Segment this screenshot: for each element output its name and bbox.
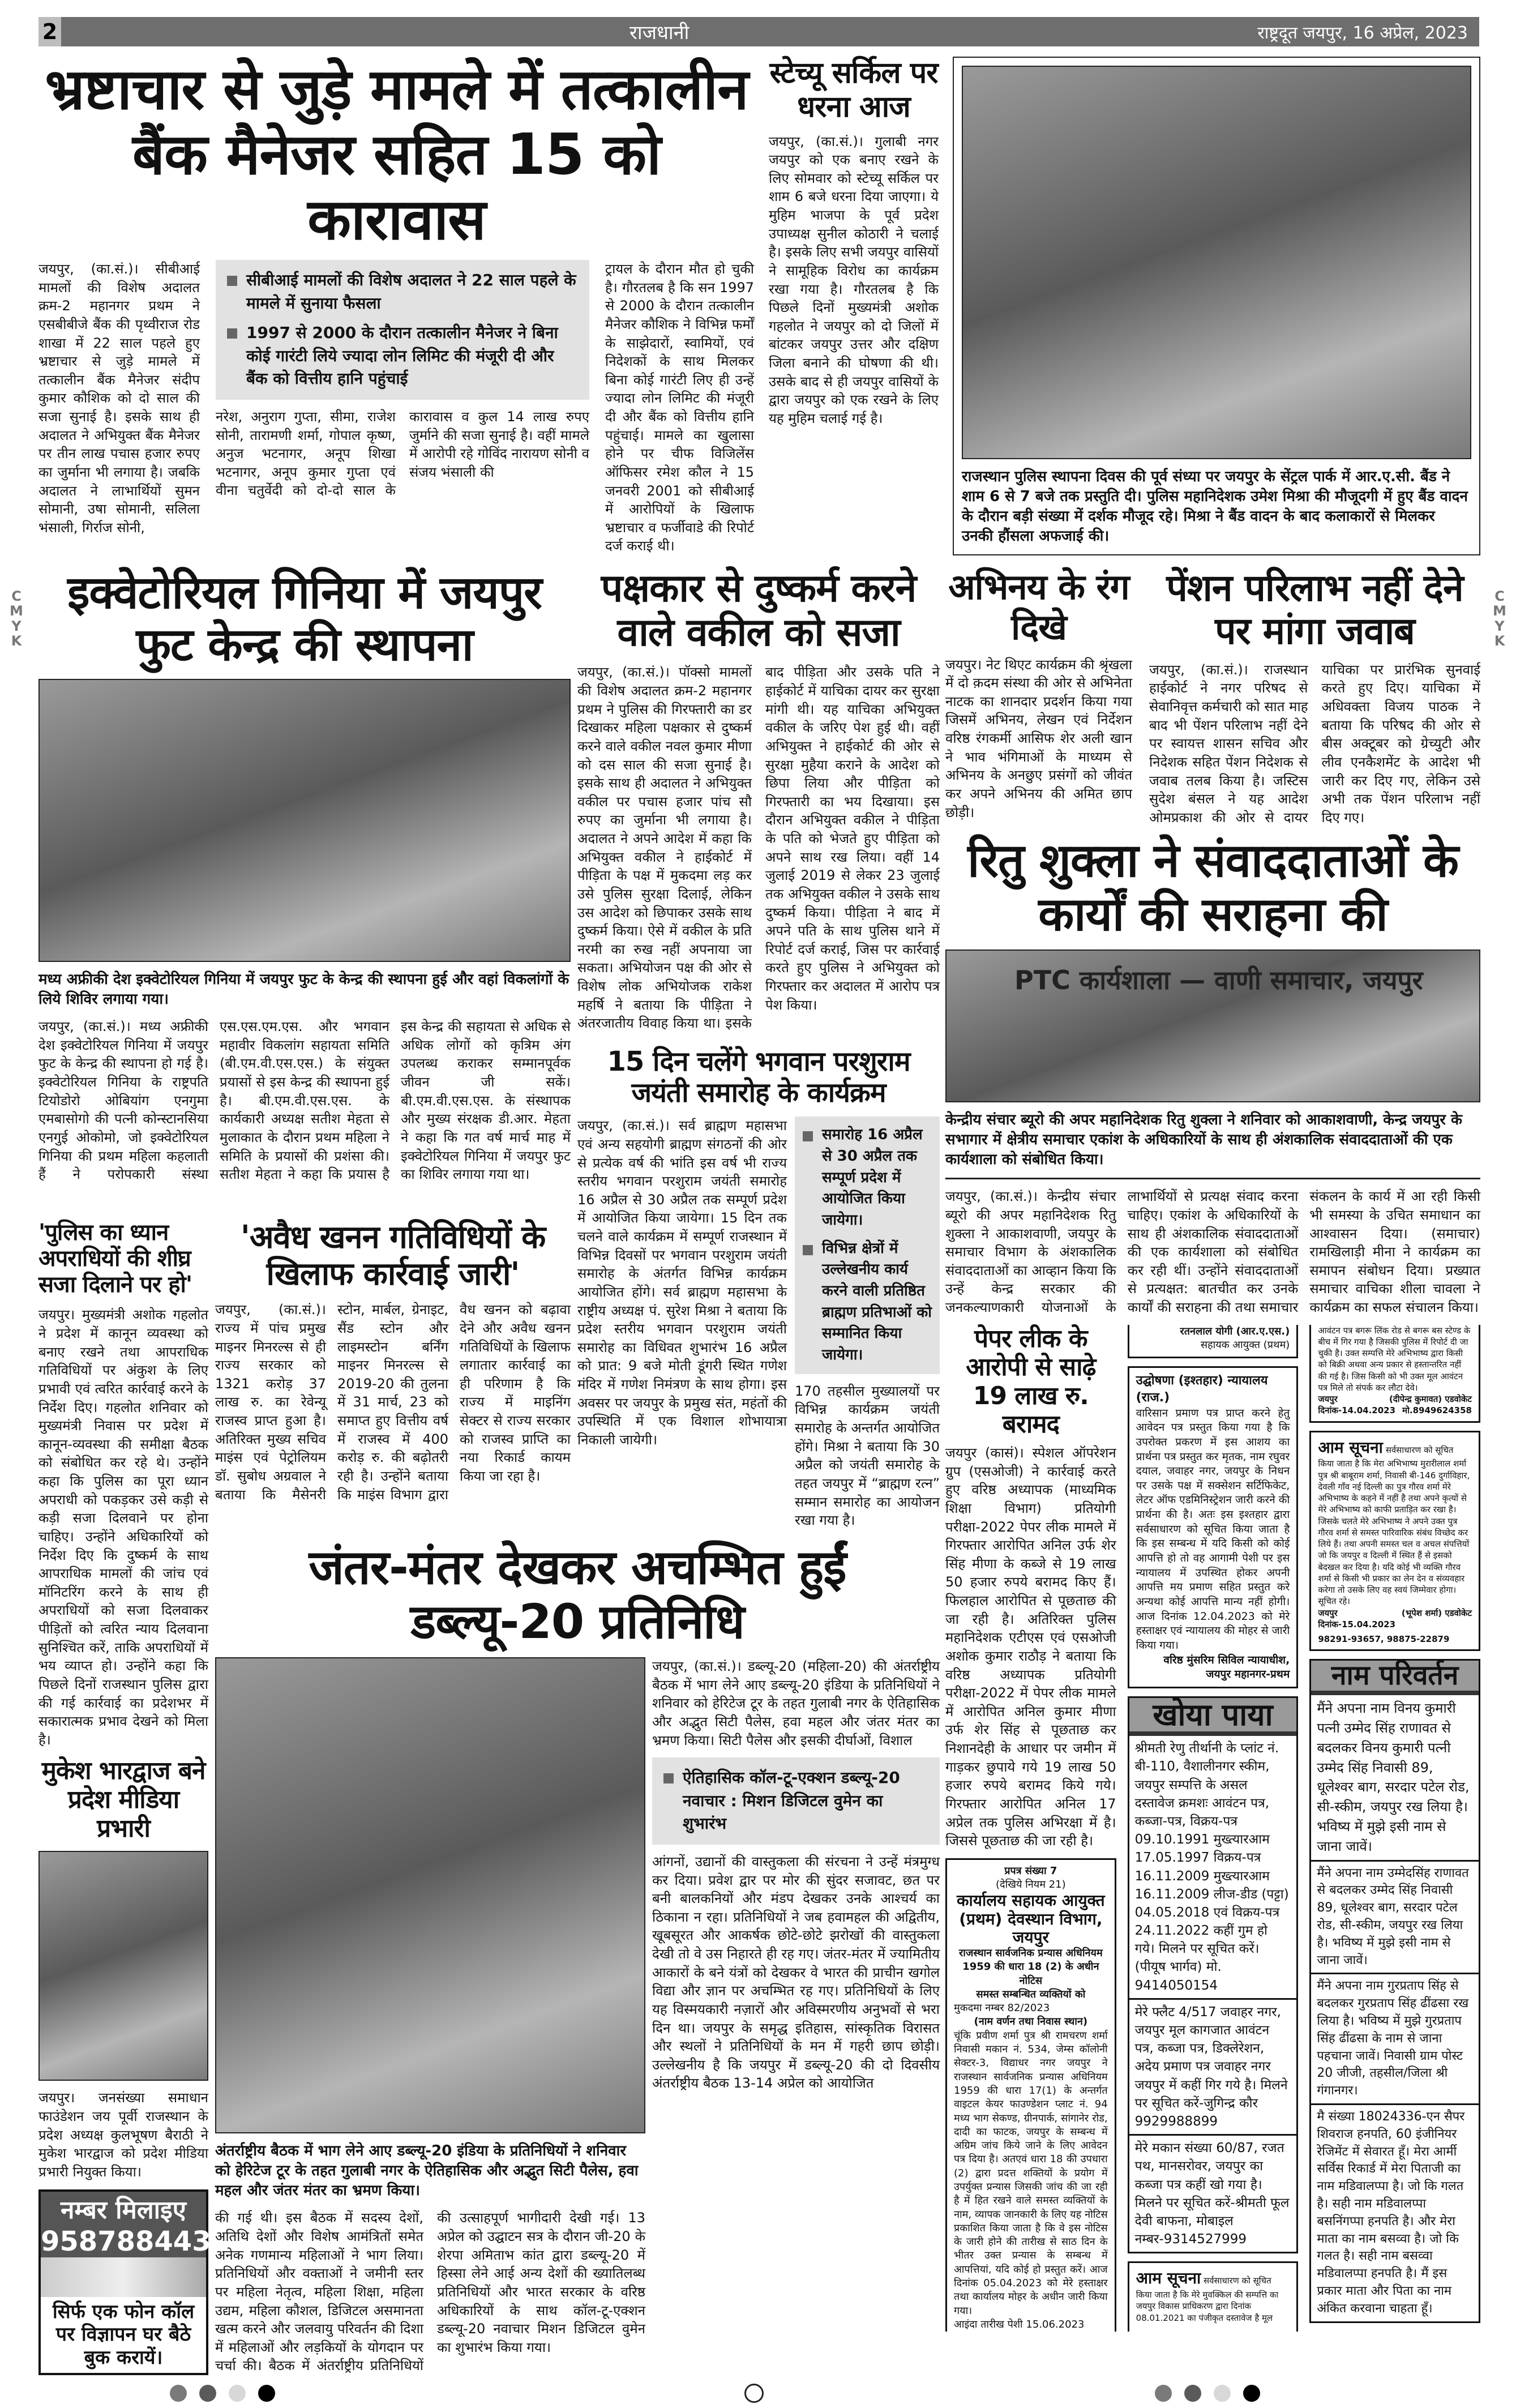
abhinay-pension-row <box>945 567 1480 827</box>
dateline: राष्ट्रदूत जयपुर, 16 अप्रेल, 2023 <box>1257 23 1468 43</box>
cmyk-c: C <box>11 588 22 604</box>
highlight-item: सीबीआई मामलों की विशेष अदालत ने 22 साल पहले के मामले में सुनाया फैसला <box>246 271 576 313</box>
mining-body: जयपुर, (का.सं.)। राज्य में पांच प्रमुख माइनर मिनरल्स से ही राज्य सरकार को 1321 करोड़ 37 लाख रु. का रेवेन्यू राजस्व प्राप्त हुआ है। अतिरिक्त मुख्य सचिव माइंस एवं पेट्रोलियम डॉ. सुबोध अग्रवाल ने बताया कि मैसेनरी स्टोन, मार्बल, ग्रेनाइट, सैंड स्टोन और लाइमस्टोन बर्निंग माइनर मिनरल्स से 2019-20 की तुलना में 31 मार्च, 23 को समाप्त हुए वित्तीय वर्ष में राजस्व में 400 करोड़ रु. की बढ़ोतरी रही है। उन्होंने बताया कि माइंस विभाग द्वारा वैध खनन को बढ़ावा देने और अवैध खनन गतिविधियों के खिलाफ लगातार कार्रवाई का ही परिणाम है कि राज्य में माइनिंग सेक्टर से राज्य सरकार को राजस्व प्राप्ति का नया रिकार्ड कायम किया जा रहा है। <box>215 1302 571 1503</box>
naam-parivartan-title: नाम परिवर्तन <box>1311 1661 1479 1695</box>
mukesh-caption: जयपुर। जनसंख्या समाधान फाउंडेशन जय पूर्वी राजस्थान के प्रदेश अध्यक्ष कुलभूषण बैराठी ने मुकेश भारद्वाज को प्रदेश मीडिया प्रभारी नियुक्त किया। <box>38 2090 208 2180</box>
highlight-item: ऐतिहासिक कॉल-टू-एक्शन डब्ल्यू-20 नवाचार : मिशन डिजिटल वुमेन का शुभारंभ <box>683 1768 900 1833</box>
notice-sub: (नाम वर्णन तथा निवास स्थान) <box>974 2016 1088 2028</box>
band-photo-caption: राजस्थान पुलिस स्थापना दिवस की पूर्व संध्या पर जयपुर के सेंट्रल पार्क में आर.ए.सी. बैंड ने शाम 6 से 7 बजे तक प्रस्तुति दी। पुलिस महानिदेशक उमेश मिश्रा की मौजूदगी में हुए बैंड वादन के दौरान बड़ी संख्या में दर्शक मौजूद रहे। मिश्रा ने बैंड वादन के बाद कलाकारों से मिलकर उनकी हौंसला अफजाई की। <box>962 468 1468 545</box>
w20-right <box>652 1657 940 2375</box>
notice-form: प्रपत्र संख्या 7 <box>1004 1864 1057 1877</box>
cmyk-y: Y <box>11 618 22 634</box>
aam-suchna-place: जयपुर <box>1318 1394 1338 1405</box>
parshuram-columns <box>577 1117 940 1530</box>
headline-abhinay: अभिनय के रंग दिखे <box>948 566 1129 648</box>
w20-columns <box>215 1657 940 2375</box>
classifieds-area <box>945 1325 1480 2332</box>
notice-court-signatory: वरिष्ठ मुंसरिम सिविल न्यायाधीश, जयपुर महानगर-प्रथम <box>1163 1653 1290 1681</box>
khoya-paya <box>1128 1696 1299 2253</box>
reg-dot <box>1184 2385 1201 2402</box>
bullet-icon <box>227 328 237 339</box>
headline-paperleak: पेपर लीक के आरोपी से साढ़े 19 लाख रु. बरामद <box>966 1324 1096 1439</box>
naam-parivartan-item: मै संख्या 18024336-एन सैपर शिवराज हनपति, 60 इंजीनियर रेजिमेंट में सेवारत हूँ। मेरा आर्मी सर्विस रिकार्ड में मेरा पिताजी का नाम मडिवालप्पा है। जो कि गलत है। सही नाम मडिवालप्पा बसनिंगप्पा हनपति है। और मेरा माता का नाम बसव्वा है। जो कि गलत है। सही नाम बसव्वा मडिवालप्पा हनपति है। मैं इस प्रकार माता और पिता का नाम अंकित करवाना चाहता हूँ। <box>1317 2109 1465 2316</box>
lawyer-body: जयपुर, (का.सं.)। पॉक्सो मामलों की विशेष अदालत क्रम-2 महानगर प्रथम ने पुलिस की गिरफ्तारी का डर दिखाकर महिला पक्षकार से दुष्कर्म करने वाले वकील नवल कुमार मीणा को दस साल की सजा सुनाई है। इसके साथ ही अदालत ने अभियुक्त वकील पर पचास हजार पांच सौ रुपए का जुर्माना भी लगाया है। अदालत ने अपने आदेश में कहा कि अभियुक्त वकील ने हाईकोर्ट में पीड़िता के पक्ष में मुकदमा लड़ कर उसे पुलिस सुरक्षा दिलाई, लेकिन उस आदेश को छिपाकर उसके साथ दुष्कर्म किया। ऐसे में वकील के प्रति नरमी का रुख नहीं अपनाया जा सकता। अभियोजन पक्ष की ओर से विशेष लोक अभियोजक राकेश महर्षि ने बताया कि पीड़िता ने अंतरजातीय विवाह किया था। इसके बाद पीड़िता और उसके पति ने हाईकोर्ट में याचिका दायर कर सुरक्षा मांगी थी। यह याचिका अभियुक्त वकील के जरिए पेश हुई थी। वहीं अभियुक्त ने हाईकोर्ट की ओर से सुरक्षा मुहैया कराने के आदेश को छिपा लिया और पीड़िता को गिरफ्तारी का भय दिखाया। इस दौरान अभियुक्त वकील ने पीड़िता के पति को भेजते हुए पीड़िता को अपने साथ रख लिया। वहीं 14 जुलाई 2019 से लेकर 23 जुलाई तक अभियुक्त वकील ने उसके साथ दुष्कर्म किया। पीड़िता ने बाद में अपने पति के साथ पुलिस थाने में रिपोर्ट दर्ज कराई, जिस पर कार्रवाई करते हुए पुलिस ने अभियुक्त को गिरफ्तार कर अदालत में आरोप पत्र पेश किया। <box>577 664 940 1032</box>
story-mining <box>215 1220 571 1529</box>
notice-rule: (देखिये नियम 21) <box>996 1879 1066 1891</box>
w20-body-top: जयपुर, (का.सं.)। डब्ल्यू-20 (महिला-20) की अंतर्राष्ट्रीय बैठक में भाग लेने आए डब्ल्यू-20 इंडिया के प्रतिनिधियों ने शनिवार को हेरिटेज टूर के तहत गुलाबी नगर के ऐतिहासिक और अद्भुत सिटी पैलेस, हवा महल और जंतर मंतर का भ्रमण किया। सिटी पैलेस और इसकी दीर्घाओं, विशाल <box>652 1658 940 1748</box>
aam-suchna-2 <box>1309 1431 1480 1652</box>
cmyk-mark-right <box>1491 589 1508 649</box>
reg-dot <box>1155 2385 1172 2402</box>
top-row <box>38 57 1480 555</box>
w20-highlight <box>652 1757 940 1845</box>
ritu-photo <box>945 949 1480 1102</box>
ritu-body: जयपुर, (का.सं.)। केन्द्रीय संचार ब्यूरो की अपर महानिदेशक रितु शुक्ला ने आकाशवाणी, जयपुर के समाचार विभाग के अंशकालिक संवाददाताओं का आव्हान किया कि उन्हें केन्द्र सरकार की जनकल्याणकारी योजनाओं के लाभार्थियों से प्रत्यक्ष संवाद करना चाहिए। एकांश के अधिकारियों के साथ ही अंशकालिक संवाददाताओं की एक कार्यशाला को संबोधित कर रही थीं। उन्होंने संवाददाताओं से प्रत्यक्षत: बातचीत कर उनके कार्यों की सराहना की तथा समाचार संकलन के कार्य में आ रही किसी भी समस्या के उचित समाधान का आश्वासन दिया। (समाचार) रामखिलाड़ी मीना ने कार्यक्रम का समापन संबोधन दिया। प्रख्यात समाचार वाचिका शीला चावला ने कार्यक्रम का सफल संचालन किया। <box>945 1188 1480 1316</box>
guinea-caption: मध्य अफ्रीकी देश इक्वेटोरियल गिनिया में जयपुर फुट के केन्द्र की स्थापना हुई और वहां विकलांगों के लिये शिविर लगाया गया। <box>38 971 569 1008</box>
w20-photo <box>215 1657 645 2133</box>
mid-column <box>577 567 940 1530</box>
cbi-body-col1: जयपुर, (का.सं.)। सीबीआई मामलों की विशेष अदालत क्रम-2 महानगर प्रथम ने एसबीबीजे बैंक की पृथ्वीराज रोड शाखा में 22 साल पहले हुए भ्रष्टाचार से जुड़े मामले में तत्कालीन बैंक मैनेजर संदीप कुमार कौशिक को दो साल की सजा सुनाई है। इसके साथ ही अदालत ने अभियुक्त बैंक मैनेजर पर तीन लाख पचास हजार रुपए का जुर्माना भी लगाया है। जबकि अदालत ने लाभार्थियों सुमन सोमानी, उषा सोमानी, सलिला भंसाली, गिर्राज सोनी, <box>38 261 200 536</box>
naam-parivartan-item: मैंने अपना नाम उम्मेदसिंह राणावत से बदलकर उम्मेद सिंह निवासी 89, धूलेश्वर बाग, सरदार पटेल रोड, सी-स्कीम, जयपुर रख लिया है। भविष्य में मुझे इसी नाम से जाना जावें। <box>1311 1862 1479 1975</box>
reg-dot <box>1243 2385 1260 2402</box>
notice-court-title: उद्घोषणा (इश्तहार) न्यायालय (राज.) <box>1136 1374 1268 1405</box>
parshuram-side <box>795 1117 940 1530</box>
police-body: जयपुर। मुख्यमंत्री अशोक गहलोत ने प्रदेश में कानून व्यवस्था को बनाए रखने तथा आपराधिक गतिविधियों पर अंकुश के लिए प्रभावी एवं त्वरित कार्रवाई करने के निर्देश दिए। गहलोत शनिवार को मुख्यमंत्री निवास पर प्रदेश में कानून-व्यवस्था की समीक्षा बैठक को संबोधित कर रहे थे। उन्होंने कहा कि पुलिस का पूरा ध्यान अपराधी को पकड़कर उसे कड़ी से कड़ी सजा दिलवाने पर होना चाहिए। उन्होंने अधिकारियों को निर्देश दिए कि दुष्कर्म के साथ आपराधिक मामलों की जांच एवं मॉनिटरिंग करने के साथ ही अपराधियों को सजा दिलवाकर पीड़ितों को त्वरित न्याय दिलवाना सुनिश्चित करें, ताकि अपराधियों में भय व्याप्त हो। उन्होंने कहा कि पिछले दिनों राजस्थान पुलिस द्वारा की गई कार्रवाई का प्रदेशभर में सकारात्मक प्रभाव देखने को मिला है। <box>38 1307 208 1748</box>
parshuram-highlights <box>795 1117 940 1374</box>
ad-number-tagline: सिर्फ एक फोन कॉल पर विज्ञापन घर बैठे बुक करायें। <box>52 2300 195 2369</box>
notice-signatory: रतनलाल योगी (आर.ए.एस.) <box>1180 1325 1290 1337</box>
bullet-icon <box>803 1131 813 1141</box>
divider <box>945 1178 1480 1179</box>
reg-dot <box>229 2385 246 2402</box>
w20-caption: अंतर्राष्ट्रीय बैठक में भाग लेने आए डब्ल्यू-20 इंडिया के प्रतिनिधियों ने शनिवार को हेरिटेज टूर के तहत गुलाबी नगर के ऐतिहासिक और अद्भुत सिटी पैलेस, हवा महल और जंतर मंतर का भ्रमण किया। <box>215 2142 639 2200</box>
page-content <box>38 57 1480 2375</box>
notice-court <box>1128 1366 1299 1688</box>
left-mid-region <box>38 567 940 2375</box>
ritu-caption: केन्द्रीय संचार ब्यूरो की अपर महानिदेशक रितु शुक्ला ने शनिवार को आकाशवाणी, केन्द्र जयपुर के सभागार में क्षेत्रीय समाचार एकांश के अधिकारियों के साथ ही अंशकालिक संवाददाताओं की एक कार्यशाला को संबोधित किया। <box>945 1111 1462 1169</box>
lower-section <box>38 567 1480 2375</box>
headline-mining: 'अवैध खनन गतिविधियों के खिलाफ कार्रवाई जारी' <box>240 1219 546 1293</box>
story-cbi <box>38 57 755 555</box>
notice-to: समस्त सम्बन्धित व्यक्तियों को <box>976 1988 1086 2000</box>
notice-court-body: वारिसान प्रमाण पत्र प्राप्त करने हेतु आवेदन पत्र प्रस्तुत किया गया है कि उपरोक्त प्रकरण में इस आशय का प्रार्थना पत्र प्रस्तुत कर मृतक, नाम रघुवर दयाल, जवाहर नगर, जयपुर के निधन पर उसके पक्ष में सक्सेशन सर्टिफिकेट, लेटर ऑफ एडमिनिस्ट्रेशन जारी करने की प्रार्थना की है। अतः इस इश्तहार द्वारा सर्वसाधारण को सूचित किया जाता है कि इस सम्बन्ध में यदि किसी को कोई आपत्ति हो तो वह आगामी पेशी पर इस न्यायालय में उपस्थित होकर अपनी आपत्ति मय प्रमाण सहित प्रस्तुत करे अन्यथा कोई आपत्ति मान्य नहीं होगी। आज दिनांक 12.04.2023 को मेरे हस्ताक्षर एवं न्यायालय की मोहर से जारी किया गया। <box>1136 1406 1290 1652</box>
aam-suchna-signatory: (भूपेश शर्मा) एडवोकेट <box>1401 1607 1472 1618</box>
w20-body-side: आंगनों, उद्यानों की वास्तुकला की संरचना ने उन्हें मंत्रमुग्ध कर दिया। प्रवेश द्वार पर मोर की सुंदर सजावट, छत पर बनी बालकनियों और मंडप देखकर उनके आश्चर्य का ठिकाना न रहा। प्रतिनिधियों ने जब हवामहल की अद्वितीय, खूबसूरत और आकर्षक छोटे-छोटे झरोखों की वास्तुकला देखी तो वे उस निहारते ही रह गए। जंतर-मंतर में ज्यामितीय आकारों के बने यंत्रों को देखकर वे भारत की प्राचीन खगोल विद्या और ज्ञान पर अचम्भित रह गए। प्रतिनिधियों के लिए यह विस्मयकारी नज़ारों और अविस्मरणीय अनुभवों से भरा दिन था। जयपुर के समृद्ध इतिहास, सांस्कृतिक विरासत और स्थलों ने प्रतिनिधियों के मन में गहरी छाप छोड़ी। उल्लेखनीय है कि जयपुर में डब्ल्यू-20 की दो दिवसीय अंतर्राष्ट्रीय बैठक 13-14 अप्रेल को आयोजित <box>652 1853 940 2092</box>
band-photo <box>962 66 1471 459</box>
aam-suchna-title: आम सूचना <box>1318 1438 1383 1457</box>
highlight-item: विभिन्न क्षेत्रों में उल्लेखनीय कार्य करने वाली प्रतिष्ठित ब्राह्मण प्रतिभाओं को सम्मानित किया जायेगा। <box>822 1239 932 1364</box>
registration-crosshair-icon <box>744 2384 764 2403</box>
abhinay-body: जयपुर। नेट थिएट कार्यक्रम की श्रृंखला में दो क़दम संस्था की ओर से अभिनेता नाटक का शानदार प्रदर्शन किया गया जिसमें अभिनय, लेखन एवं निर्देशन वरिष्ठ रंगकर्मी आसिफ शेर अली खान ने भाव भंगिमाओं के माध्यम से अभिनय के अनछुए प्रसंगों को जीवंत कर अपने अभिनय की अमित छाप छोड़ी। <box>945 656 1132 820</box>
khoya-paya-item: मेरे मकान संख्या 60/87, रजत पथ, मानसरोवर, जयपुर का कब्जा पत्र कहीं खो गया है। मिलने पर सूचित करें-श्रीमती फूल देवी बाफना, मोबाइल नम्बर-9314527999 <box>1134 2141 1290 2247</box>
headline-guinea: इक्वेटोरियल गिनिया में जयपुर फुट केन्द्र की स्थापना <box>67 566 542 671</box>
reg-dot <box>258 2385 275 2402</box>
cbi-middle <box>216 260 589 500</box>
headline-ritu: रितु शुक्ला ने संवाददाताओं के कार्यों की सराहना की <box>967 834 1458 942</box>
reg-dot <box>199 2385 216 2402</box>
aam-suchna-title: आम सूचना <box>1136 2269 1201 2288</box>
headline-mukesh: मुकेश भारद्वाज बने प्रदेश मीडिया प्रभारी <box>41 1756 205 1843</box>
keypad-image <box>41 2257 206 2297</box>
band-photo-box <box>953 57 1480 555</box>
left-narrow-column <box>38 1220 230 2375</box>
highlight-item: समारोह 16 अप्रैल से 30 अप्रैल तक सम्पूर्ण प्रदेश में आयोजित किया जायेगा। <box>822 1126 923 1229</box>
headline-police: 'पुलिस का ध्यान अपराधियों की शीघ्र सजा दिलाने पर हो' <box>38 1220 192 1298</box>
reg-dot <box>1214 2385 1231 2402</box>
pension-body: जयपुर, (का.सं.)। राजस्थान हाईकोर्ट ने नगर परिषद से सेवानिवृत्त कर्मचारी को सात माह बाद भी पेंशन परिलाभ नहीं देने पर स्वायत्त शासन सचिव और निदेशक सहित पेंशन निदेशक से जवाब तलब किया है। जस्टिस सुदेश बंसल ने यह आदेश ओमप्रकाश की ओर से दायर याचिका पर प्रारंभिक सुनवाई करते हुए दिए। याचिका में अधिवक्ता विजय पाठक ने बताया कि परिषद की ओर से बीस अक्टूबर को ग्रेच्युटी और लीव एनकैशमेंट के आदेश भी जारी कर दिए गए, लेकिन उसे अभी तक पेंशन परिलाभ नहीं दिए गए। <box>1149 661 1480 826</box>
khoya-paya-title: खोया पाया <box>1129 1698 1297 1736</box>
right-region <box>945 567 1480 2375</box>
story-abhinay <box>945 567 1132 822</box>
story-statue <box>769 57 939 555</box>
ad-number <box>38 2189 230 2375</box>
notice-case: मुकदमा नम्बर 82/2023 <box>954 2002 1050 2014</box>
story-w20 <box>215 1540 940 2375</box>
naam-parivartan <box>1309 1659 1480 2323</box>
mukesh-photo <box>38 1851 208 2081</box>
aam-suchna-phone: 98291-93657, 98875-22879 <box>1318 1634 1450 1645</box>
cmyk-y: Y <box>1494 618 1505 634</box>
guinea-photo <box>38 679 571 962</box>
cbi-columns <box>38 260 755 555</box>
headline-parshuram: 15 दिन चलेंगे भगवान परशुराम जयंती समारोह के कार्यक्रम <box>607 1045 910 1109</box>
guinea-body: जयपुर, (का.सं.)। मध्य अफ्रीकी देश इक्वेटोरियल गिनिया में जयपुर फुट के केन्द्र की स्थापना हो गई है। इक्वेटोरियल गिनिया के राष्ट्रपति टियोडोरो ओबियांग एनगुमा एमबासोगो की पत्नी कोन्स्टानसिया एनगुई ओकोमो, जो इक्वेटोरियल गिनिया की प्रथम महिला कहलाती हैं ने परोपकारी संस्था एस.एस.एम.एस. और भगवान महावीर विकलांग सहायता समिति (बी.एम.वी.एस.एस.) के संयुक्त प्रयासों से इस केन्द्र की स्थापना हुई है। बी.एम.वी.एस.एस. के कार्यकारी अध्यक्ष सतीश मेहता से मुलाकात के दौरान प्रथम महिला ने समिति के प्रयासों की प्रशंसा की। सतीश मेहता ने कहा कि प्रयास है इस केन्द्र की सहायता से अधिक से अधिक लोगों को कृत्रिम अंग उपलब्ध कराकर सम्मानपूर्वक जीवन जी सकें। बी.एम.वी.एस.एस. के संस्थापक और मुख्य संरक्षक डी.आर. मेहता ने कहा कि गत वर्ष मार्च माह में इक्वेटोरियल गिनिया में जयपुर फुट का शिविर लगाया गया था। <box>38 1019 571 1183</box>
w20-body-bottom: की गई थी। इस बैठक में सदस्य देशों, अतिथि देशों और विशेष आमंत्रितों समेत अनेक गणमान्य महिलाओं ने भाग लिया। प्रतिनिधियों और वक्ताओं ने जमीनी स्तर पर महिला नेतृत्व, महिला शिक्षा, महिला उद्यम, महिला कौशल, डिजिटल असमानता खत्म करने और जलवायु परिवर्तन की दिशा में महिलाओं और लड़कियों के योगदान पर चर्चा की। बैठक में अंतर्राष्ट्रीय प्रतिनिधियों की उत्साहपूर्ण भागीदारी देखी गई। 13 अप्रेल को उद्घाटन सत्र के दौरान जी-20 के शेरपा अमिताभ कांत द्वारा डब्ल्यू-20 में हिस्सा लेने आई अन्य देशों की ख्यातिलब्ध प्रतिनिधियों और भारत सरकार के वरिष्ठ अधिकारियों के साथ कॉल-टू-एक्शन डब्ल्यू-20 नवाचार मिशन डिजिटल वुमेन का शुभारंभ किया गया। <box>215 2210 645 2374</box>
highlight-item: 1997 से 2000 के दौरान तत्कालीन मैनेजर ने बिना कोई गारंटी लिये ज्यादा लोन लिमिट की मंजूरी दी और बैंक को वित्तीय हानि पहुंचाई <box>246 323 558 388</box>
headline-pension: पेंशन परिलाभ नहीं देने पर मांगा जवाब <box>1166 566 1463 653</box>
cbi-body-col2: नरेश, अनुराग गुप्ता, सीमा, राजेश सोनी, तारामणी शर्मा, गोपाल कृष्ण, अनुज भटनागर, अनूप शिखा भटनागर, अनूप कुमार गुप्ता एवं वीना चतुर्वेदी को दो-दो साल के कारावास व कुल 14 लाख रुपए जुर्माने की सजा सुनाई है। वहीं मामले में आरोपी रहे गोविंद नारायण सोनी व संजय भंसाली की <box>216 408 589 499</box>
reg-dot <box>170 2385 187 2402</box>
page-number: 2 <box>38 17 61 46</box>
aam-suchna-body: सर्वसाधारण को सूचित किया जाता है कि मेरे मुवक्किल की सम्पत्ति का जयपुर विकास प्राधिकरण द्वारा दिनांक 08.01.2021 का पंजीकृत दस्तावेज है मूल आवंटन पत्र बगरू लिंक रोड से बगरू बस स्टेण्ड के बीच में गिर गया है जिसकी पुलिस में रिपोर्ट दी जा चुकी है। उक्त सम्पत्ति मेरे अभिभाष्य द्वारा किसी को बिक्री अथवा अन्य प्रकार से हस्तान्तरित नहीं की गई है। जिस किसी को भी उक्त मूल आवंटन पत्र मिले तो संपर्क कर लौटा देवे। <box>1136 1325 1471 2323</box>
story-guinea <box>38 567 571 1209</box>
notice-next-date: आइंदा तारीख पेशी 15.06.2023 <box>954 2318 1085 2330</box>
section-title: राजधानी <box>629 22 690 44</box>
naam-parivartan-item: मैंने अपना नाम गुरप्रताप सिंह से बदलकर गुरप्रताप सिंह ढींढसा रख लिया है। भविष्य में मुझे गुरप्रताप सिंह ढींढसा के नाम से जाना पहचाना जावें। निवासी ग्राम पोस्ट 20 जीजी, तहसील/जिला श्री गंगानगर। <box>1311 1974 1479 2105</box>
w20-left <box>215 1657 645 2375</box>
headline-w20: जंतर-मंतर देखकर अचम्भित हुईं डब्ल्यू-20 प्रतिनिधि <box>309 1539 846 1650</box>
cmyk-k: K <box>11 633 22 649</box>
bullet-icon <box>803 1245 813 1255</box>
cmyk-m: M <box>1493 603 1506 619</box>
cmyk-k: K <box>1494 633 1505 649</box>
ad-number-title: नम्बर मिलाइए <box>60 2195 187 2225</box>
khoya-paya-item: मेरे फ्लैट 4/517 जवाहर नगर, जयपुर मूल कागजात आवंटन पत्र, कब्जा पत्र, डिक्लेरेशन, अदेय प्रमाण पत्र जवाहर नगर जयपुर में कहीं गिर गये है। मिलने पर सूचित करें-जुगिन्द्र कौर 9929988899 <box>1129 2000 1297 2136</box>
headline-cbi: भ्रष्टाचार से जुड़े मामले में तत्कालीन बैंक मैनेजर सहित 15 को कारावास <box>45 56 748 253</box>
bullet-icon <box>227 276 237 286</box>
ritu-photo-banner: PTC कार्यशाला — वाणी समाचार, जयपुर <box>1014 965 1423 995</box>
cmyk-mark-left <box>8 589 25 649</box>
khoya-paya-item: श्रीमती रेणु तीर्थानी के प्लांट नं. बी-110, वैशालीनगर स्कीम, जयपुर सम्पत्ति के असल दस्तावेज क्रमशः आवंटन पत्र, कब्जा-पत्र, विक्रय-पत्र 09.10.1991 मुख्त्यारआम 17.05.1997 विक्रय-पत्र 16.11.2009 मुख्त्यारआम 16.11.2009 लीज-डीड (पट्टा) 04.05.2018 एवं विक्रय-पत्र 24.11.2022 कहीं गुम हो गये। मिलने पर सूचित करें। (पीयूष भार्गव) मो. 9414050154 <box>1129 1736 1297 2000</box>
cmyk-m: M <box>10 603 23 619</box>
page-header <box>38 17 1479 46</box>
cmyk-c: C <box>1494 588 1505 604</box>
aam-suchna-place: जयपुर <box>1318 1607 1338 1618</box>
cbi-body-col3: ट्रायल के दौरान मौत हो चुकी है। गौरतलब है कि सन 1997 से 2000 के दौरान तत्कालीन मैनेजर कौशिक ने विभिन्न फर्मों के साझेदारों, स्वामियों, एवं निदेशकों के साथ मिलकर बिना कोई गारंटी लिए ही उन्हें ज्यादा लोन लिमिट की मंजूरी दी और बैंक को वित्तीय हानि पहुंचाई। मामले का खुलासा होने पर चीफ विजिलेंस ऑफिसर रमेश कौल ने 15 जनवरी 2001 को सीबीआई में आरोपियों के खिलाफ भ्रष्टाचार व फर्जीवाडे की रिपोर्ट दर्ज कराई थी। <box>605 261 754 554</box>
registration-dots-left <box>170 2385 288 2404</box>
headline-statue-circle: स्टेच्यू सर्किल पर धरना आज <box>769 56 938 124</box>
aam-suchna-date: दिनांक-15.04.2023 <box>1318 1619 1396 1629</box>
notice-act: राजस्थान सार्वजनिक प्रन्यास अधिनियम 1959 की धारा 18 (2) के अधीन नोटिस <box>958 1947 1103 1987</box>
aam-suchna-signatory: (दीपेन्द्र कुमावत) एडवोकेट <box>1389 1394 1472 1405</box>
story-paperleak <box>945 1325 1116 1850</box>
ad-number-phone: 9587884433 <box>41 2225 230 2257</box>
statue-body: जयपुर, (का.सं.)। गुलाबी नगर जयपुर को एक बनाए रखने के लिए सोमवार को स्टेच्यू सर्किल पर शाम 6 बजे धरना दिया जाएगा। ये मुहिम भाजपा के पूर्व प्रदेश उपाध्यक्ष सुनील कोठारी ने चलाई है। इसके लिए सभी जयपुर वासियों ने सामूहिक विरोध का कार्यक्रम रखा गया है। गौरतलब है कि पिछले दिनों मुख्यमंत्री अशोक गहलोत ने जयपुर को दो जिलों में बांटकर जयपुर उत्तर और दक्षिण जिला बनाने की घोषणा की थी। उसके बाद से ही जयपुर वासियों के द्वारा जयपुर को एक रखने के लिए यह मुहिम चलाई गई है। <box>769 133 939 426</box>
notice-designation: सहायक आयुक्त (प्रथम) <box>1200 1338 1290 1351</box>
story-pension <box>1149 567 1480 827</box>
notice-office: कार्यालय सहायक आयुक्त (प्रथम) देवस्थान विभाग, जयपुर <box>957 1891 1105 1947</box>
notice-body: चूंकि प्रवीण शर्मा पुत्र श्री रामचरण शर्मा निवासी मकान नं. 534, जेम्स कॉलोनी सेक्टर-3, विद्याधर नगर जयपुर ने राजस्थान सार्वजनिक प्रन्यास अधिनियम 1959 की धारा 17(1) के अन्तर्गत वाइटल केयर फाउण्डेशन प्लाट नं. 94 मध्य भाग सेकण्ड, ग्रीनपार्क, सांगानेर रोड, दादी का फाटक, जयपुर के सम्बन्ध में अग्रिम जांच किये जाने के लिए आवेदन पत्र दिया है। अतएवं धारा 18 की उपधारा (2) द्वारा प्रदत्त शक्तियों के प्रयोग में उपर्युक्त प्रन्यास जिसकी जांच की जा रही है में हित रखने वाले समस्त व्यक्तियों के नाम, व्यापक जानकारी के लिए यह नोटिस प्रकाशित किया जाता है कि वे इस नोटिस के जारी होने की तारीख से साठ दिन के भीतर उक्त प्रन्यास के सम्बन्ध में आपत्तियां, यदि कोई हो प्रस्तुत करें। आज दिनांक 05.04.2023 को मेरे हस्ताक्षर तथा कार्यालय मोहर के अधीन जारी किया गया। <box>954 2029 1108 2317</box>
aam-suchna-phone: मो.8949624358 <box>1402 1405 1472 1416</box>
parshuram-body: जयपुर, (का.सं.)। सर्व ब्राह्मण महासभा एवं अन्य सहयोगी ब्राह्मण संगठनों की ओर से प्रत्येक वर्ष की भांति इस वर्ष भी राज्य स्तरीय भगवान परशुराम जयंती समारोह 16 अप्रैल से 30 अप्रैल तक सम्पूर्ण प्रदेश में आयोजित किया जायेगा। 15 दिन तक चलने वाले कार्यक्रम में सम्पूर्ण राजस्थान में विभिन्न दिवसों पर भगवान परशुराम जयंती समारोह के अंतर्गत विभिन्न कार्यक्रम आयोजित होंगे। सर्व ब्राह्मण महासभा के राष्ट्रीय अध्यक्ष पं. सुरेश मिश्रा ने बताया कि प्रदेश स्तरीय भगवान परशुराम जयंती समारोह का विधिवत शुभारंभ 16 अप्रैल को प्रात: 9 बजे मोती डूंगरी स्थित गणेश मंदिर में गणेश निमंत्रण के साथ होगा। इस अवसर पर जयपुर के प्रमुख संत, महंतों की उपस्थिति में एक विशाल शोभायात्रा निकाली जायेगी। <box>577 1118 787 1448</box>
naam-parivartan-item: मैंने अपना नाम विनय कुमारी पत्नी उम्मेद सिंह राणावत से बदलकर विनय कुमारी पत्नी उम्मेद सिंह निवासी 89, धूलेश्वर बाग, सरदार पटेल रोड, सी-स्कीम, जयपुर रख लिया है। भविष्य में मुझे इसी नाम से जाना जावें। <box>1311 1695 1479 1861</box>
parshuram-tail: 170 तहसील मुख्यालयों पर विभिन्न कार्यक्रम जयंती समारोह के अन्तर्गत आयोजित होंगे। मिश्रा ने बताया कि 30 अप्रैल को जयंती समारोह के तहत जयपुर में “ब्राह्मण रत्न” सम्मान समारोह का आयोजन रखा गया है। <box>795 1383 940 1529</box>
aam-suchna-date: दिनांक-14.04.2023 <box>1318 1405 1396 1416</box>
cbi-highlights <box>216 260 589 400</box>
registration-dots-right <box>1155 2385 1273 2404</box>
paperleak-body: जयपुर (कासं)। स्पेशल ऑपरेशन ग्रुप (एसओजी) ने कार्रवाई करते हुए वरिष्ठ अध्यापक (माध्यमिक शिक्षा विभाग) प्रतियोगी परीक्षा-2022 पेपर लीक मामले में गिरफ्तार आरोपित अनिल उर्फ शेर सिंह मीणा के कब्जे से 19 लाख 50 हजार रुपये बरामद किए हैं। फिलहाल आरोपित से पूछताछ की जा रही है। अतिरिक्त पुलिस महानिदेशक एटीएस एवं एसओजी अशोक कुमार राठौड़ ने बताया कि वरिष्ठ अध्यापक प्रतियोगी परीक्षा-2022 में पेपर लीक मामले में आरोपित अनिल कुमार मीणा उर्फ शेर सिंह से पूछताछ कर निशानदेही के आधार पर जमीन में गाड़कर छुपाये गये 19 लाख 50 हजार रुपये बरामद किये गये। गिरफ्तार आरोपित अनिल 17 अप्रेल तक पुलिस अभिरक्षा में है। जिससे पूछताछ की जा रही है। <box>945 1445 1116 1849</box>
bullet-icon <box>663 1773 674 1783</box>
aam-suchna-body: सर्वसाधारण को सूचित किया जाता है कि मेरा अभिभाष्य मुरारीलाल शर्मा पुत्र श्री बाबूराम शर्मा, निवासी बी-146 दुर्गाविहार, देवली गाँव नई दिल्ली का पुत्र गौरव शर्मा मेरे अभिभाष्य के कहने में नहीं है तथा अपने कृत्यों से मेरे अभिभाष्य को काफी प्रताड़ित कर रखा है। जिसके चलते मेरे अभिभाष्य ने अपने उक्त पुत्र गौरव शर्मा से समस्त पारिवारिक संबंध विच्छेद कर लिये हैं। तथा अपनी समस्त चल व अचल संपत्तियों जो कि जयपुर व दिल्ली में स्थित हैं से इसको बेदखल कर दिया है। यदि कोई भी व्यक्ति गौरव शर्मा से किसी भी प्रकार का लेन देन व संव्यवहार करेगा तो उसके लिए वह स्वयं जिम्मेवार होगा। सूचित रहे। <box>1318 1444 1470 1607</box>
headline-lawyer: पक्षकार से दुष्कर्म करने वाले वकील को सजा <box>601 566 917 656</box>
